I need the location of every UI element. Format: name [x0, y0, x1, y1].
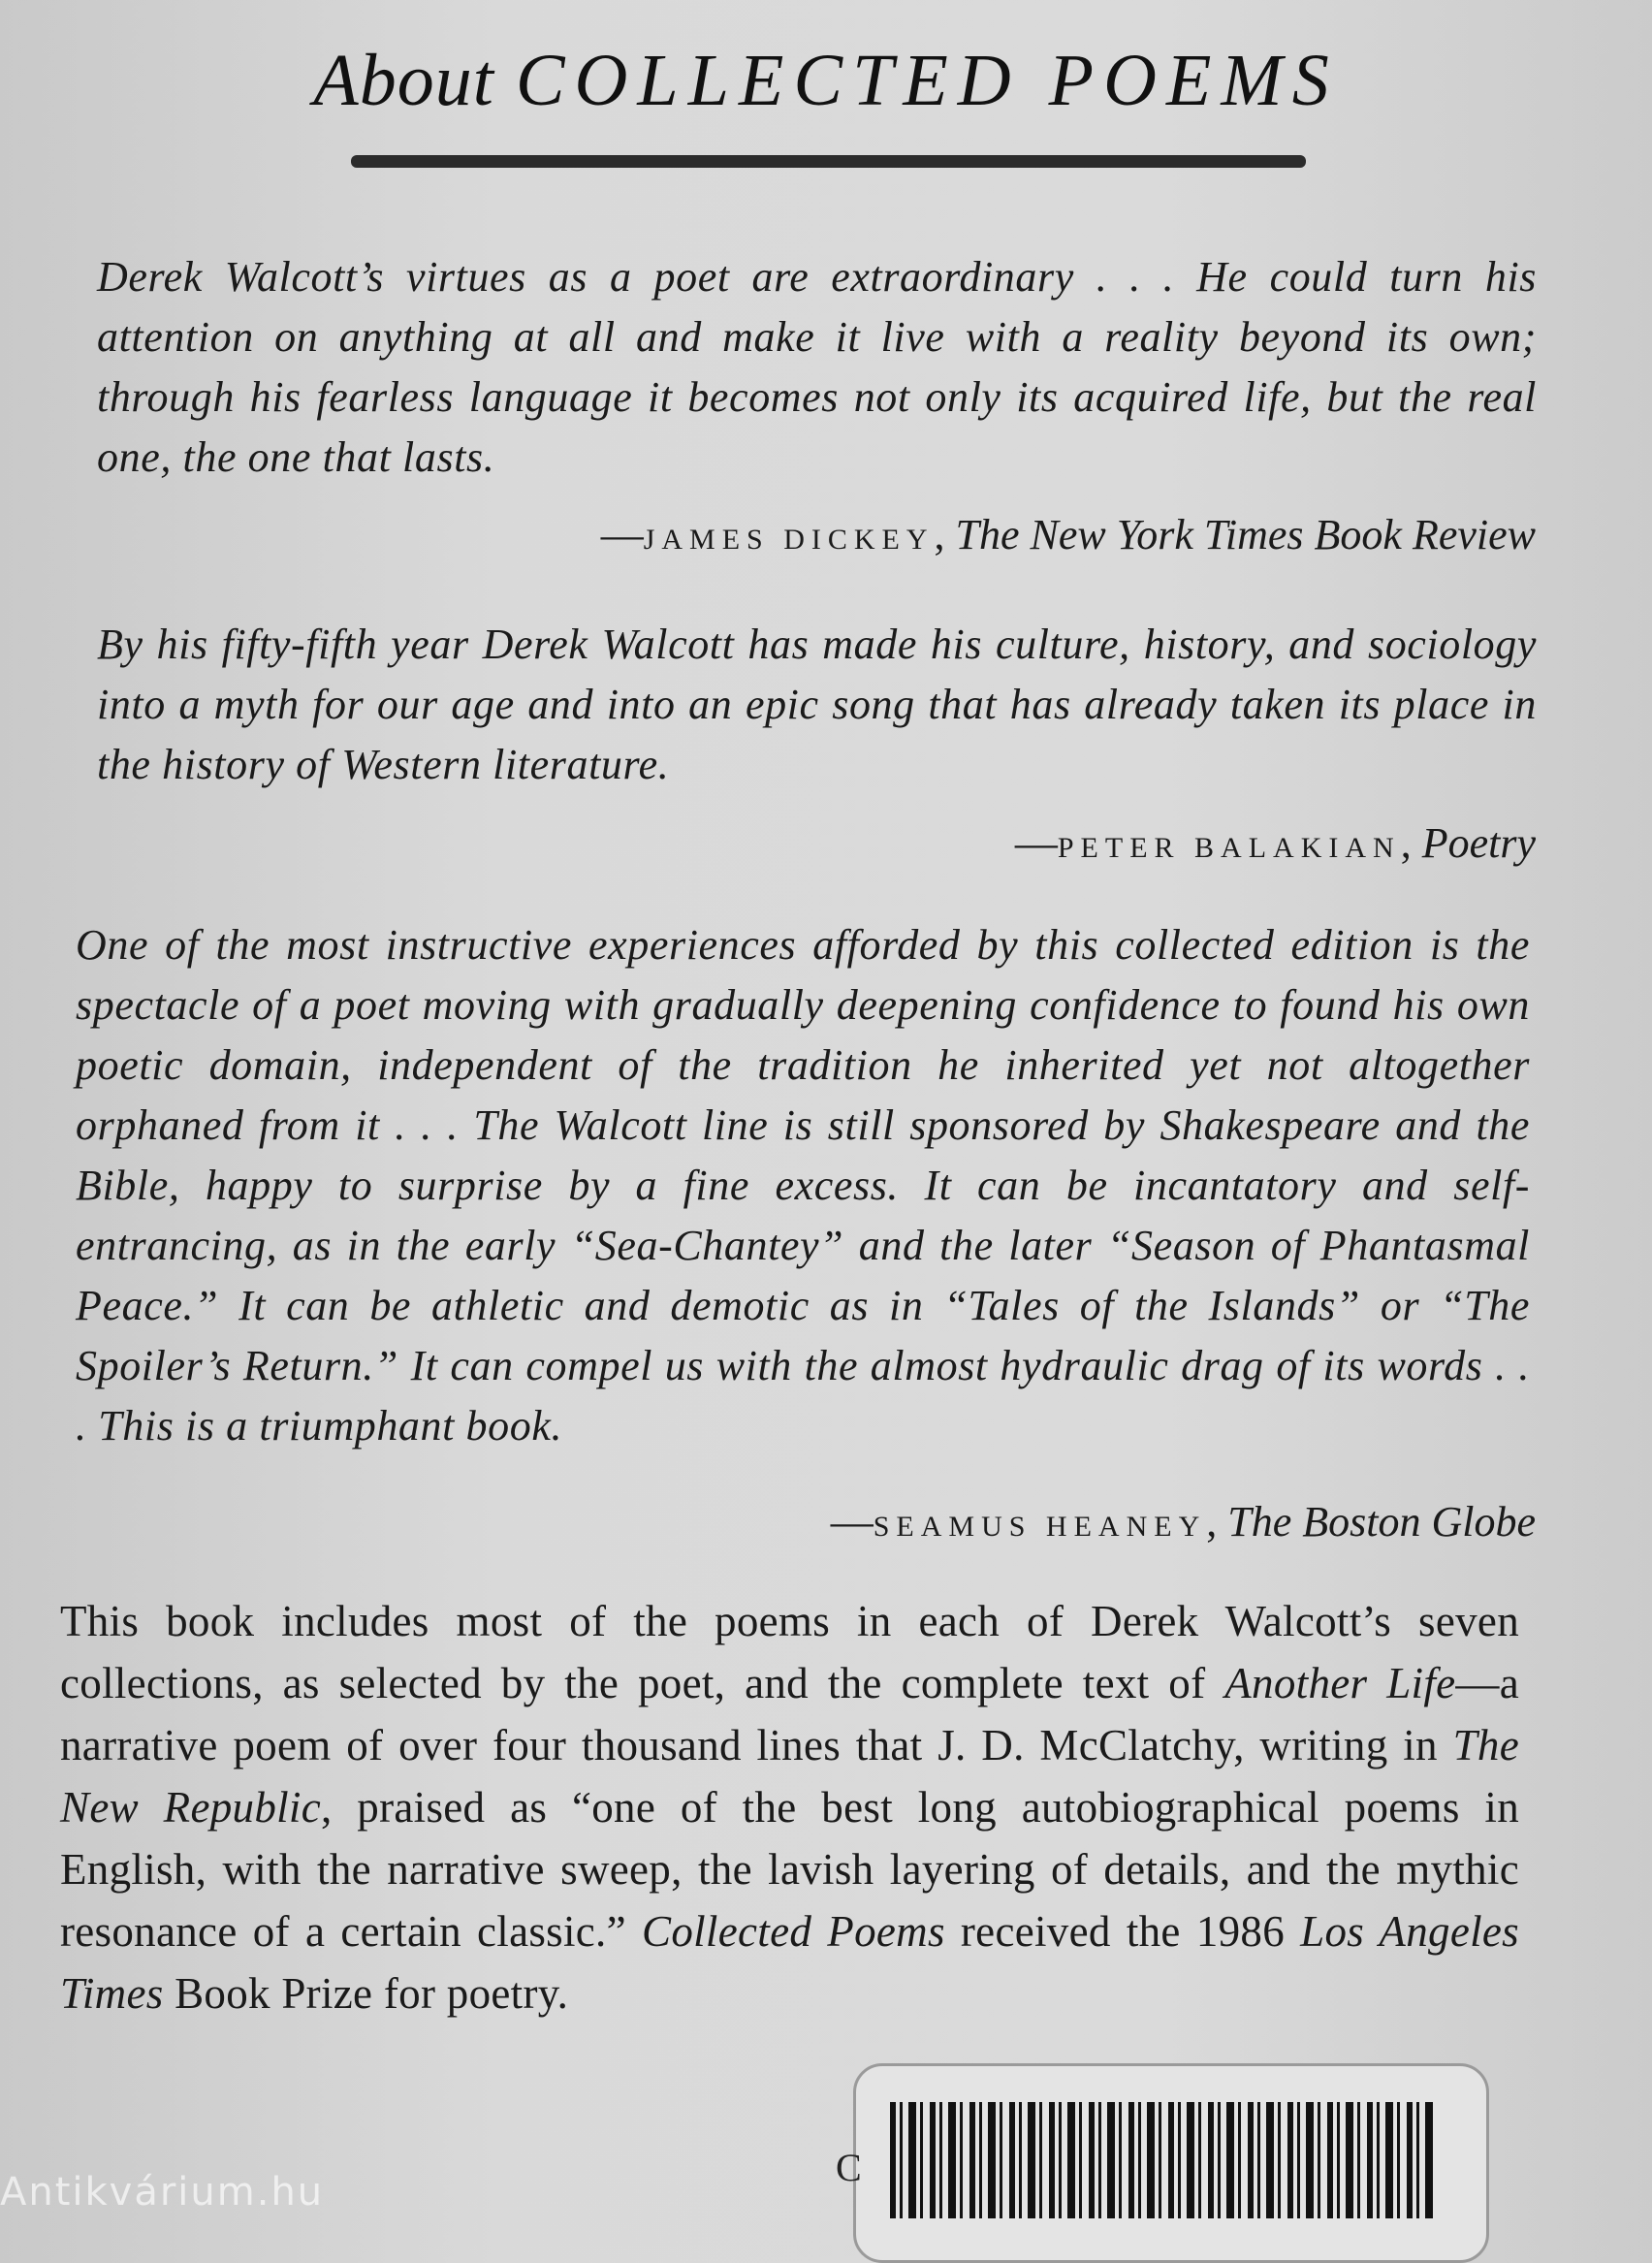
attribution-separator: , [934, 511, 956, 558]
attribution-dash: — [830, 1498, 874, 1546]
barcode-icon [890, 2102, 1433, 2218]
desc-title-new-republic: The New Republic [60, 1721, 1519, 1832]
desc-part: Book Prize for poetry. [163, 1969, 569, 2018]
title-about: About [313, 40, 494, 121]
attribution-dickey [601, 506, 1536, 569]
desc-part: This book includes most of the poems in each of Derek Walcott’s seven collections, as selected by the poet, and the complete text of [60, 1597, 1519, 1707]
reviewer-name: SEAMUS HEANEY [873, 1511, 1207, 1543]
barcode-letter: C [836, 2146, 862, 2189]
page-title [0, 39, 1652, 123]
desc-title-la-times: Los Angeles Times [60, 1907, 1519, 2018]
review-quote-balakian: By his fifty-fifth year Derek Walcott has made his culture, history, and sociology into a myth for our age and into an epic song that has already taken its place in the history of Western literature. [97, 621, 1537, 788]
attribution-separator: , [1400, 819, 1422, 867]
watermark-text: Antikvárium.hu [0, 2170, 325, 2215]
title-underline-rule [351, 155, 1306, 168]
book-description [60, 1590, 1519, 2024]
title-collected-poems: COLLECTED POEMS [515, 40, 1339, 121]
desc-title-collected-poems: Collected Poems [642, 1907, 945, 1956]
reviewer-name: PETER BALAKIAN [1057, 832, 1401, 864]
attribution-separator: , [1206, 1498, 1228, 1546]
desc-part: received the 1986 [944, 1907, 1301, 1956]
attribution-balakian [1015, 814, 1536, 877]
desc-part: —a narrative poem of over four thousand lines that J. D. McClatchy, writing in [60, 1659, 1519, 1769]
attribution-dash: — [1014, 819, 1058, 867]
publication-name: The Boston Globe [1227, 1498, 1536, 1546]
desc-part: , praised as “one of the best long autobiographical poems in English, with the narrative sweep, the lavish layering of details, and the mythic resonance of a certain classic.” [60, 1783, 1519, 1956]
attribution-heaney [831, 1493, 1536, 1556]
review-quote-heaney: One of the most instructive experiences afforded by this collected edition is the spectacle of a poet moving with gradually deepening confidence to found his own poetic domain, independent of the tradition he inherited yet not altogether orphaned from it . . . The Walcott line is still sponsored by Shakespeare and the Bible, happy to surprise by a fine excess. It can be incantatory and self-entrancing, as in the early “Sea-Chantey” and the later “Season of Phantasmal Peace.” It can be athletic and demotic as in “Tales of the Islands” or “The Spoiler’s Return.” It can compel us with the almost hydraulic drag of its words . . . This is a triumphant book. [76, 921, 1530, 1450]
desc-title-another-life: Another Life [1224, 1659, 1456, 1707]
publication-name: The New York Times Book Review [955, 511, 1536, 558]
reviewer-name: JAMES DICKEY [643, 524, 935, 556]
attribution-dash: — [600, 511, 644, 558]
review-quote-dickey: Derek Walcott’s virtues as a poet are extraordinary . . . He could turn his attention on anything at all and make it live with a reality beyond its own; through his fearless language it becomes not only its acquired life, but the real one, the one that lasts. [97, 253, 1537, 481]
publication-name: Poetry [1421, 819, 1536, 867]
